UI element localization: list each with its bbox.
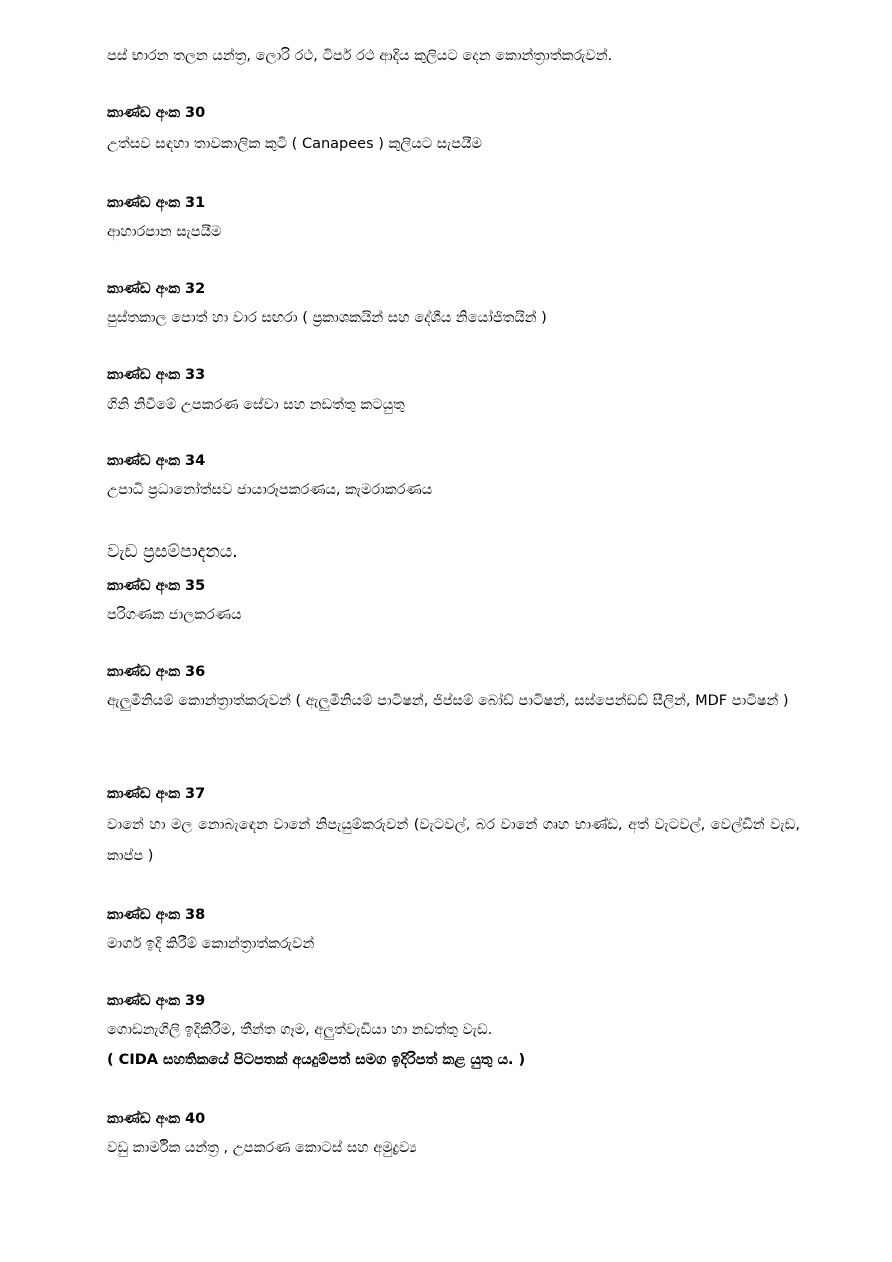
category-heading-31: කාණ්ඩ අංක 31: [107, 195, 206, 211]
category-heading-37: කාණ්ඩ අංක 37: [107, 786, 206, 802]
category-heading-32: කාණ්ඩ අංක 32: [107, 281, 206, 297]
category-text-33: ගිනි නිවීමේ උපකරණ සේවා සහ නඩත්තු කටයුතු: [107, 397, 405, 413]
category-text-36: ඇලුමිනියම් කොන්ත්‍රාත්කරුවන් ( ඇලුමිනියම් පාටිෂන්, ජිප්සම් බෝඩ් පාටිෂන්, සස්පෙන්ඩඩ් සීලින්, MDF පාටිෂන් ): [107, 693, 789, 709]
category-text-40: වඩු කාර්මික යන්ත්‍ර , උපකරණ කොටස් සහ අමුද්‍රව්‍ය: [107, 1140, 417, 1156]
category-text-31: ආහාරපාන සැපයීම: [107, 224, 222, 240]
category-text-34: උපාධි ප්‍රධානෝත්සව ජායාරූපකරණය, කැමරාකරණය: [107, 482, 433, 498]
intro-line: පස් භාරන තලන යන්ත්‍ර, ලොරි රථ, ටිපර් රථ ආදිය කුලියට දෙන කොන්ත්‍රාත්කරුවන්.: [107, 48, 613, 64]
category-text-35: පරිගණක ජාලකරණය: [107, 607, 242, 623]
category-note-39: ( CIDA සහතිකයේ පිටපතක් අයදුම්පත් සමග ඉදිරිපත් කළ යුතු ය. ): [107, 1052, 526, 1068]
category-text-30: උත්සව සඳහා තාවකාලික කුටි ( Canapees ) කුලියට සැපයීම: [107, 136, 482, 152]
category-heading-33: කාණ්ඩ අංක 33: [107, 367, 206, 383]
category-heading-34: කාණ්ඩ අංක 34: [107, 453, 206, 469]
category-heading-39: කාණ්ඩ අංක 39: [107, 993, 206, 1009]
category-heading-30: කාණ්ඩ අංක 30: [107, 105, 206, 121]
category-text-37: වානේ හා මල නොබැඳෙන වානේ නිපැයුම්කරුවන් (වැටවල්, බර වානේ ගෘහ භාණ්ඩ, අත් වැටවල්, වෙල්ඩින් වැඩ, කාප්ප ): [107, 817, 800, 864]
category-heading-36: කාණ්ඩ අංක 36: [107, 664, 206, 680]
section-title: වැඩ ප්‍රසම්පාදනය.: [107, 542, 238, 562]
category-heading-38: කාණ්ඩ අංක 38: [107, 907, 206, 923]
category-text-32: පුස්තකාල පොත් හා වාර සඟරා ( ප්‍රකාශකයින් සහ දේශීය නියෝජිතයින් ): [107, 310, 547, 326]
category-heading-40: කාණ්ඩ අංක 40: [107, 1111, 206, 1127]
category-heading-35: කාණ්ඩ අංක 35: [107, 578, 206, 594]
category-text-39: ගොඩනැගිලි ඉදිකිරීම, තීන්ත ගෑම, අලුත්වැඩියා හා නඩත්තු වැඩ.: [107, 1022, 493, 1038]
category-text-38: මාර්ග ඉදි කිරීම් කොන්ත්‍රාත්කරුවන්: [107, 936, 315, 952]
